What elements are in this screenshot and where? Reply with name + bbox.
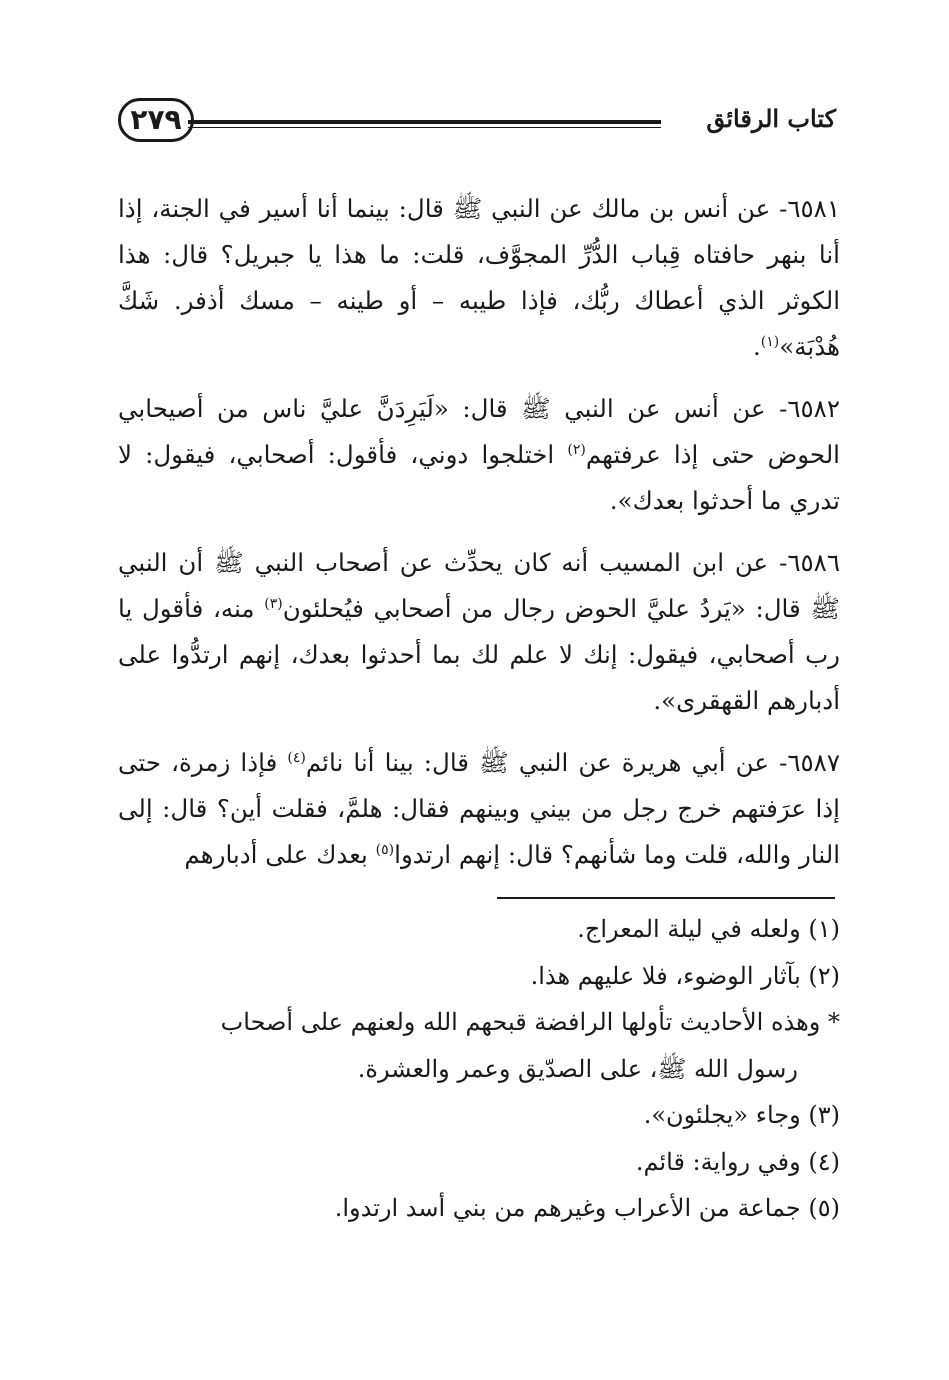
footnote-separator bbox=[497, 897, 835, 899]
main-text bbox=[118, 186, 840, 894]
hadith-text: ٦٥٨١- عن أنس بن مالك عن النبي ﷺ قال: بينما أنا أسير في الجنة، إذا أنا بنهر حافتاه قِباب الدُّرِّ المجوَّف، قلت: ما هذا يا جبريل؟ قال: هذا الكوثر الذي أعطاك ربُّك، فإذا طيبه – أو طينه – مسك أذفر. شَكَّ هُدْبَة» bbox=[118, 194, 840, 361]
footnote-5: (٥) جماعة من الأعراب وغيرهم من بني أسد ارتدوا. bbox=[334, 1194, 840, 1222]
hadith-6581 bbox=[118, 186, 840, 370]
footnote-ref: (١) bbox=[760, 333, 780, 350]
hadith-text: ٦٥٨٧- عن أبي هريرة عن النبي ﷺ قال: بينا أنا نائم bbox=[305, 748, 840, 777]
hadith-text: ٦٥٨٦- عن ابن المسيب أنه كان يحدِّث عن أصحاب النبي ﷺ أن النبي ﷺ قال: «يَردُ عليَّ الحوض رجال من أصحابي فيُحلئون bbox=[118, 548, 840, 623]
hadith-end: . bbox=[753, 332, 761, 361]
footnote-ref: (٤) bbox=[287, 749, 306, 766]
editor-note: * وهذه الأحاديث تأولها الرافضة قبحهم الله ولعنهم على أصحاب bbox=[220, 1008, 840, 1036]
footnote-4: (٤) وفي رواية: قائم. bbox=[635, 1147, 840, 1176]
footnote-3: (٣) وجاء «يجلئون». bbox=[643, 1101, 840, 1129]
editor-note-continued: رسول الله ﷺ، على الصدّيق وعمر والعشرة. bbox=[357, 1054, 798, 1083]
hadith-6586 bbox=[118, 540, 840, 724]
hadith-6582 bbox=[118, 386, 840, 524]
page-number: ٢٧٩ bbox=[118, 98, 194, 142]
hadith-6587 bbox=[118, 740, 840, 878]
hadith-text-continued: بعدك على أدبارهم bbox=[184, 840, 376, 869]
header-rule-thick bbox=[188, 120, 661, 124]
hadith-text: ٦٥٨٢- عن أنس عن النبي ﷺ قال: «لَيَرِدَنَّ عليَّ ناس من أصيحابي الحوض حتى إذا عرفتهم bbox=[118, 394, 840, 469]
header-rule-thin bbox=[188, 127, 661, 128]
hadith-text-continued: فإذا زمرة، حتى إذا عرَفتهم خرج رجل من بيني وبينهم فقال: هلمَّ، فقلت أين؟ قال: إلى النار والله، قلت وما شأنهم؟ قال: إنهم ارتدوا bbox=[118, 748, 840, 869]
page-header bbox=[118, 96, 836, 154]
footnote-ref: (٥) bbox=[375, 841, 395, 858]
footnotes bbox=[118, 906, 840, 1232]
footnote-ref: (٣) bbox=[264, 595, 283, 612]
hadith-text-continued: منه، فأقول يا رب أصحابي، فيقول: إنك لا علم لك بما أحدثوا بعدك، إنهم ارتدُّوا على أدبارهم القهقرى». bbox=[118, 594, 840, 715]
footnote-2: (٢) بآثار الوضوء، فلا عليهم هذا. bbox=[530, 961, 840, 990]
book-title: كتاب الرقائق bbox=[706, 104, 836, 133]
hadith-text-continued: اختلجوا دوني، فأقول: أصحابي، فيقول: لا تدري ما أحدثوا بعدك». bbox=[118, 440, 840, 515]
footnote-ref: (٢) bbox=[567, 441, 586, 458]
footnote-1: (١) ولعله في ليلة المعراج. bbox=[577, 915, 840, 943]
